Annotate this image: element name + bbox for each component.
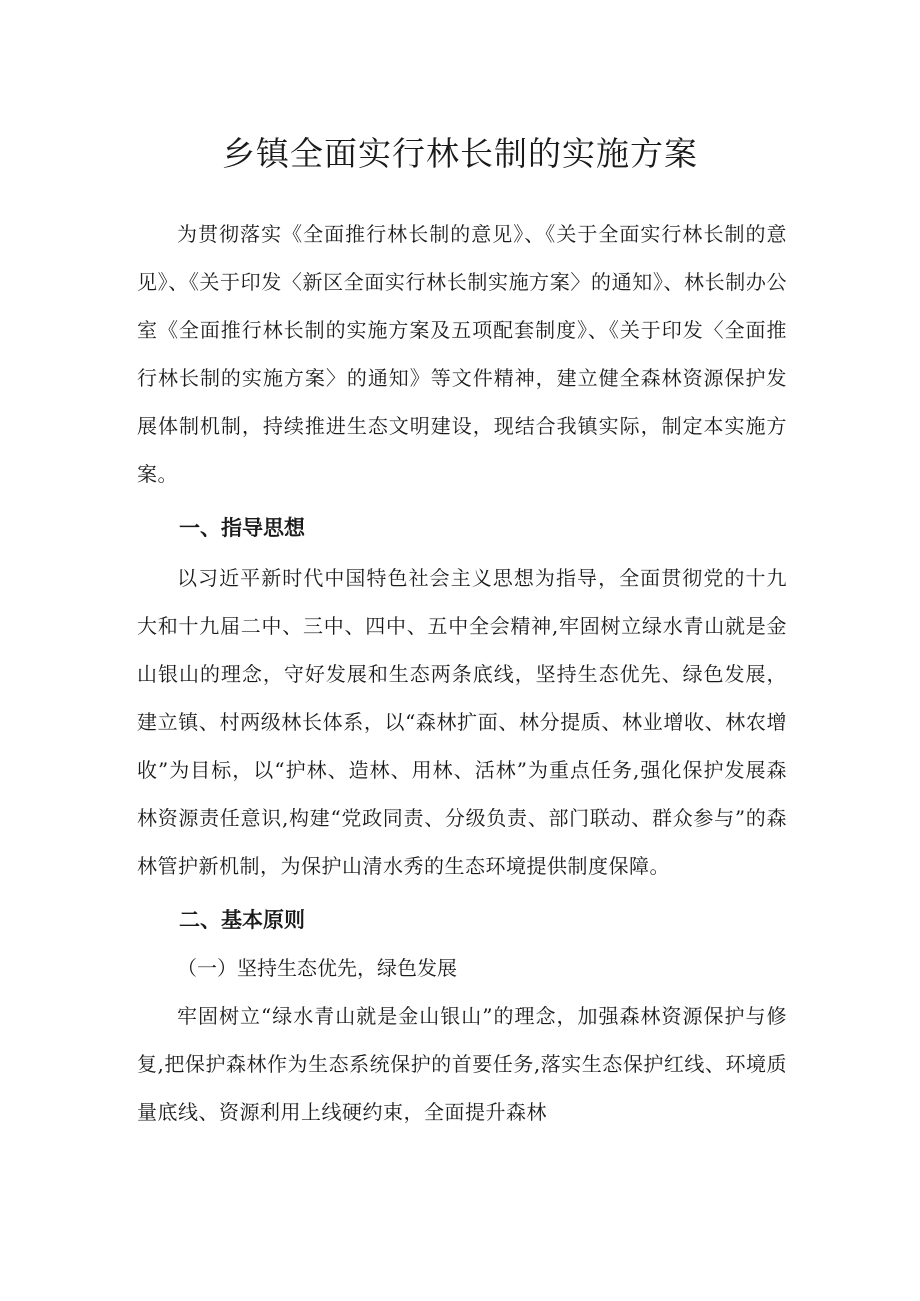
document-body — [137, 210, 787, 1136]
subsection-body-ecology-first: 牢固树立“绿水青山就是金山银山”的理念，加强森林资源保护与修复,把保护森林作为生态系统保护的首要任务,落实生态保护红线、环境质量底线、资源利用上线硬约束，全面提升森林 — [137, 1004, 787, 1124]
section-heading-guiding-ideology: 一、指导思想 — [179, 516, 305, 540]
document-title: 乡镇全面实行林长制的实施方案 — [222, 134, 698, 173]
section-body-guiding-ideology: 以习近平新时代中国特色社会主义思想为指导，全面贯彻党的十九大和十九届二中、三中、四中、五中全会精神,牢固树立绿水青山就是金山银山的理念，守好发展和生态两条底线，坚持生态优先、绿色发展，建立镇、村两级林长体系，以“森林扩面、林分提质、林业增收、林农增收”为目标，以“护林、造林、用林、活林”为重点任务,强化保护发展森林资源责任意识,构建“党政同责、分级负责、部门联动、群众参与”的森林管护新机制，为保护山清水秀的生态环境提供制度保障。 — [137, 566, 787, 878]
subsection-heading-ecology-first: （一）坚持生态优先，绿色发展 — [177, 956, 457, 980]
intro-paragraph: 为贯彻落实《全面推行林长制的意见》、《关于全面实行林长制的意见》、《关于印发〈新区全面实行林长制实施方案〉的通知》、林长制办公室《全面推行林长制的实施方案及五项配套制度》、《关于印发〈全面推行林长制的实施方案〉的通知》等文件精神，建立健全森林资源保护发展体制机制，持续推进生态文明建设，现结合我镇实际，制定本实施方案。 — [137, 222, 787, 486]
section-heading-basic-principles: 二、基本原则 — [179, 908, 305, 932]
